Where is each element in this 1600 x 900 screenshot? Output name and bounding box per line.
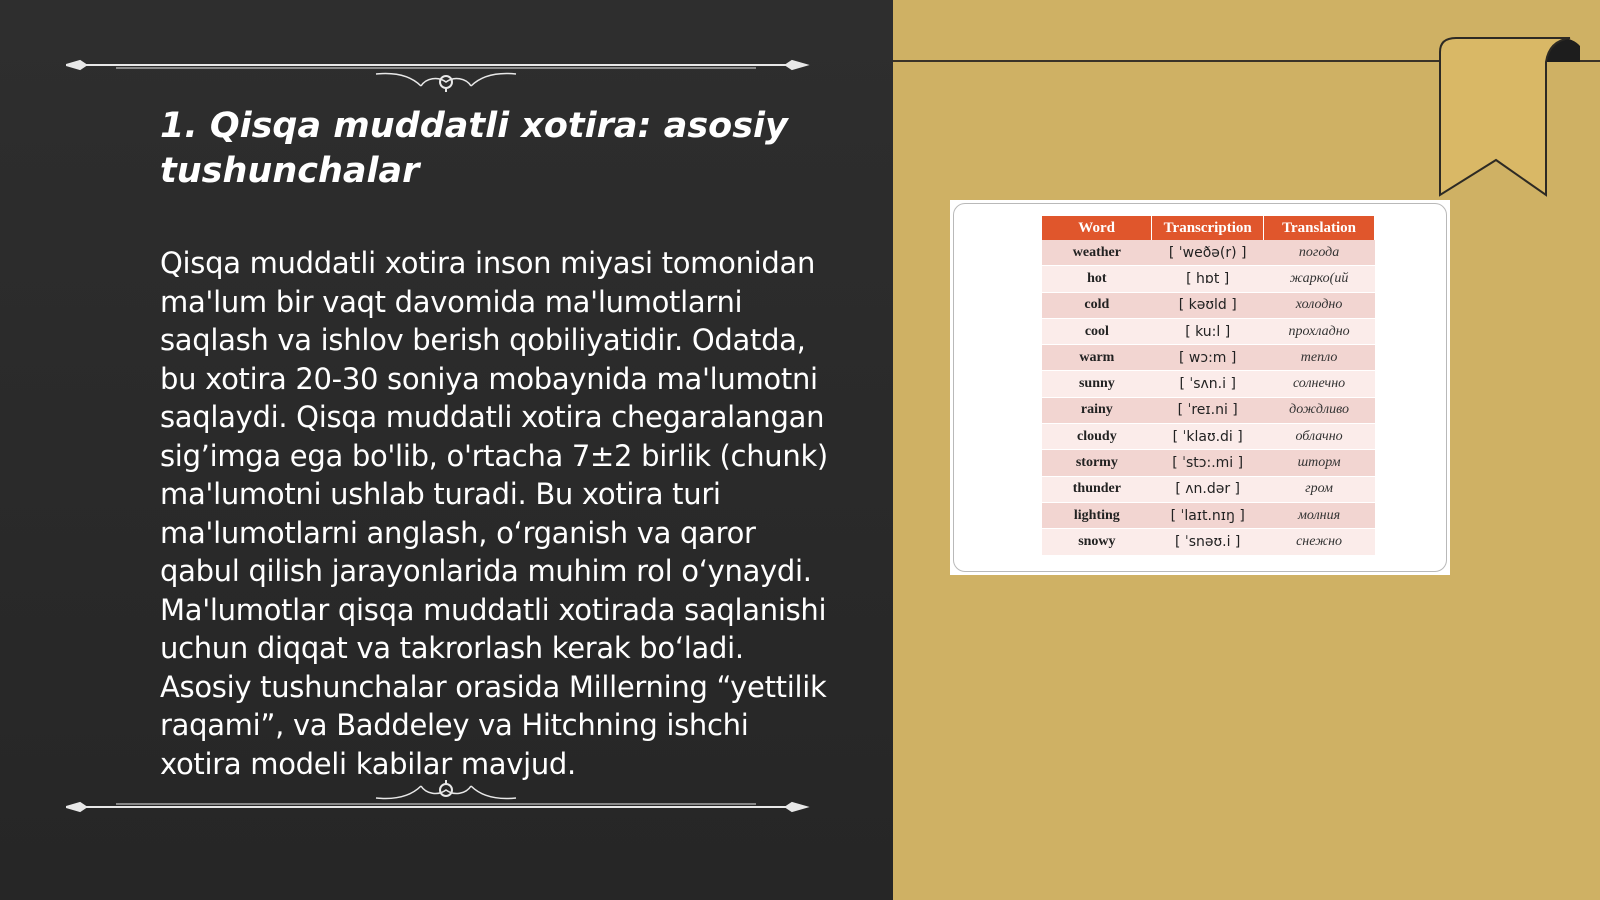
word-cell: thunder — [1042, 476, 1152, 502]
translation-cell: погода — [1264, 240, 1375, 266]
table-row — [1042, 450, 1375, 476]
word-cell: hot — [1042, 266, 1152, 292]
vocabulary-image — [950, 200, 1450, 575]
header-translation: Translation — [1264, 216, 1375, 240]
translation-cell: прохладно — [1264, 318, 1375, 344]
table-header-row — [1042, 216, 1375, 240]
table-row — [1042, 529, 1375, 555]
translation-cell: молния — [1264, 502, 1375, 528]
transcription-cell: [ kəʊld ] — [1152, 292, 1264, 318]
table-row — [1042, 240, 1375, 266]
word-cell: lighting — [1042, 502, 1152, 528]
header-word: Word — [1042, 216, 1152, 240]
word-cell: sunny — [1042, 371, 1152, 397]
word-cell: cold — [1042, 292, 1152, 318]
word-cell: snowy — [1042, 529, 1152, 555]
word-cell: weather — [1042, 240, 1152, 266]
vocabulary-table — [1042, 216, 1375, 556]
transcription-cell: [ ˈsnəʊ.i ] — [1152, 529, 1264, 555]
transcription-cell: [ ku:l ] — [1152, 318, 1264, 344]
transcription-cell: [ ˈklaʊ.di ] — [1152, 424, 1264, 450]
table-row — [1042, 476, 1375, 502]
slide-body-text: Qisqa muddatli xotira inson miyasi tomonidan ma'lum bir vaqt davomida ma'lumotlarni saqlash va ishlov berish qobiliyatidir. Odatda, bu xotira 20-30 soniya mobaynida ma'lumotni saqlaydi. Qisqa muddatli xotira chegaralangan sig’imga ega bo'lib, o'rtacha 7±2 birlik (chunk) ma'lumotni ushlab turadi. Bu xotira turi ma'lumotlarni anglash, o‘rganish va qaror qabul qilish jarayonlarida muhim rol o‘ynaydi. Ma'lumotlar qisqa muddatli xotirada saqlanishi uchun diqqat va takrorlash kerak bo‘ladi. Asosiy tushunchalar orasida Millerning “yettilik raqami”, va Baddeley va Hitchning ishchi xotira modeli kabilar mavjud. — [160, 246, 828, 781]
translation-cell: снежно — [1264, 529, 1375, 555]
table-row — [1042, 292, 1375, 318]
transcription-cell: [ ˈsʌn.i ] — [1152, 371, 1264, 397]
table-row — [1042, 397, 1375, 423]
translation-cell: дождливо — [1264, 397, 1375, 423]
slide-title: 1. Qisqa muddatli xotira: asosiy tushunchalar — [160, 106, 788, 191]
header-transcription: Transcription — [1152, 216, 1264, 240]
word-cell: cool — [1042, 318, 1152, 344]
word-cell: stormy — [1042, 450, 1152, 476]
transcription-cell: [ ˈstɔ:.mi ] — [1152, 450, 1264, 476]
translation-cell: облачно — [1264, 424, 1375, 450]
top-ornament-divider — [66, 42, 826, 92]
transcription-cell: [ ˈreɪ.ni ] — [1152, 397, 1264, 423]
transcription-cell: [ wɔ:m ] — [1152, 345, 1264, 371]
image-border — [953, 203, 1447, 572]
word-cell: warm — [1042, 345, 1152, 371]
table-row — [1042, 345, 1375, 371]
translation-cell: жарко(ий — [1264, 266, 1375, 292]
bottom-ornament-divider — [66, 780, 826, 830]
translation-cell: шторм — [1264, 450, 1375, 476]
transcription-cell: [ ˈweðə(r) ] — [1152, 240, 1264, 266]
transcription-cell: [ ʌn.dər ] — [1152, 476, 1264, 502]
table-row — [1042, 266, 1375, 292]
bookmark-icon — [1430, 30, 1600, 200]
transcription-cell: [ hɒt ] — [1152, 266, 1264, 292]
transcription-cell: [ ˈlaɪt.nɪŋ ] — [1152, 502, 1264, 528]
translation-cell: холодно — [1264, 292, 1375, 318]
table-row — [1042, 371, 1375, 397]
translation-cell: гром — [1264, 476, 1375, 502]
table-row — [1042, 424, 1375, 450]
word-cell: cloudy — [1042, 424, 1152, 450]
translation-cell: тепло — [1264, 345, 1375, 371]
table-row — [1042, 502, 1375, 528]
translation-cell: солнечно — [1264, 371, 1375, 397]
word-cell: rainy — [1042, 397, 1152, 423]
table-row — [1042, 318, 1375, 344]
